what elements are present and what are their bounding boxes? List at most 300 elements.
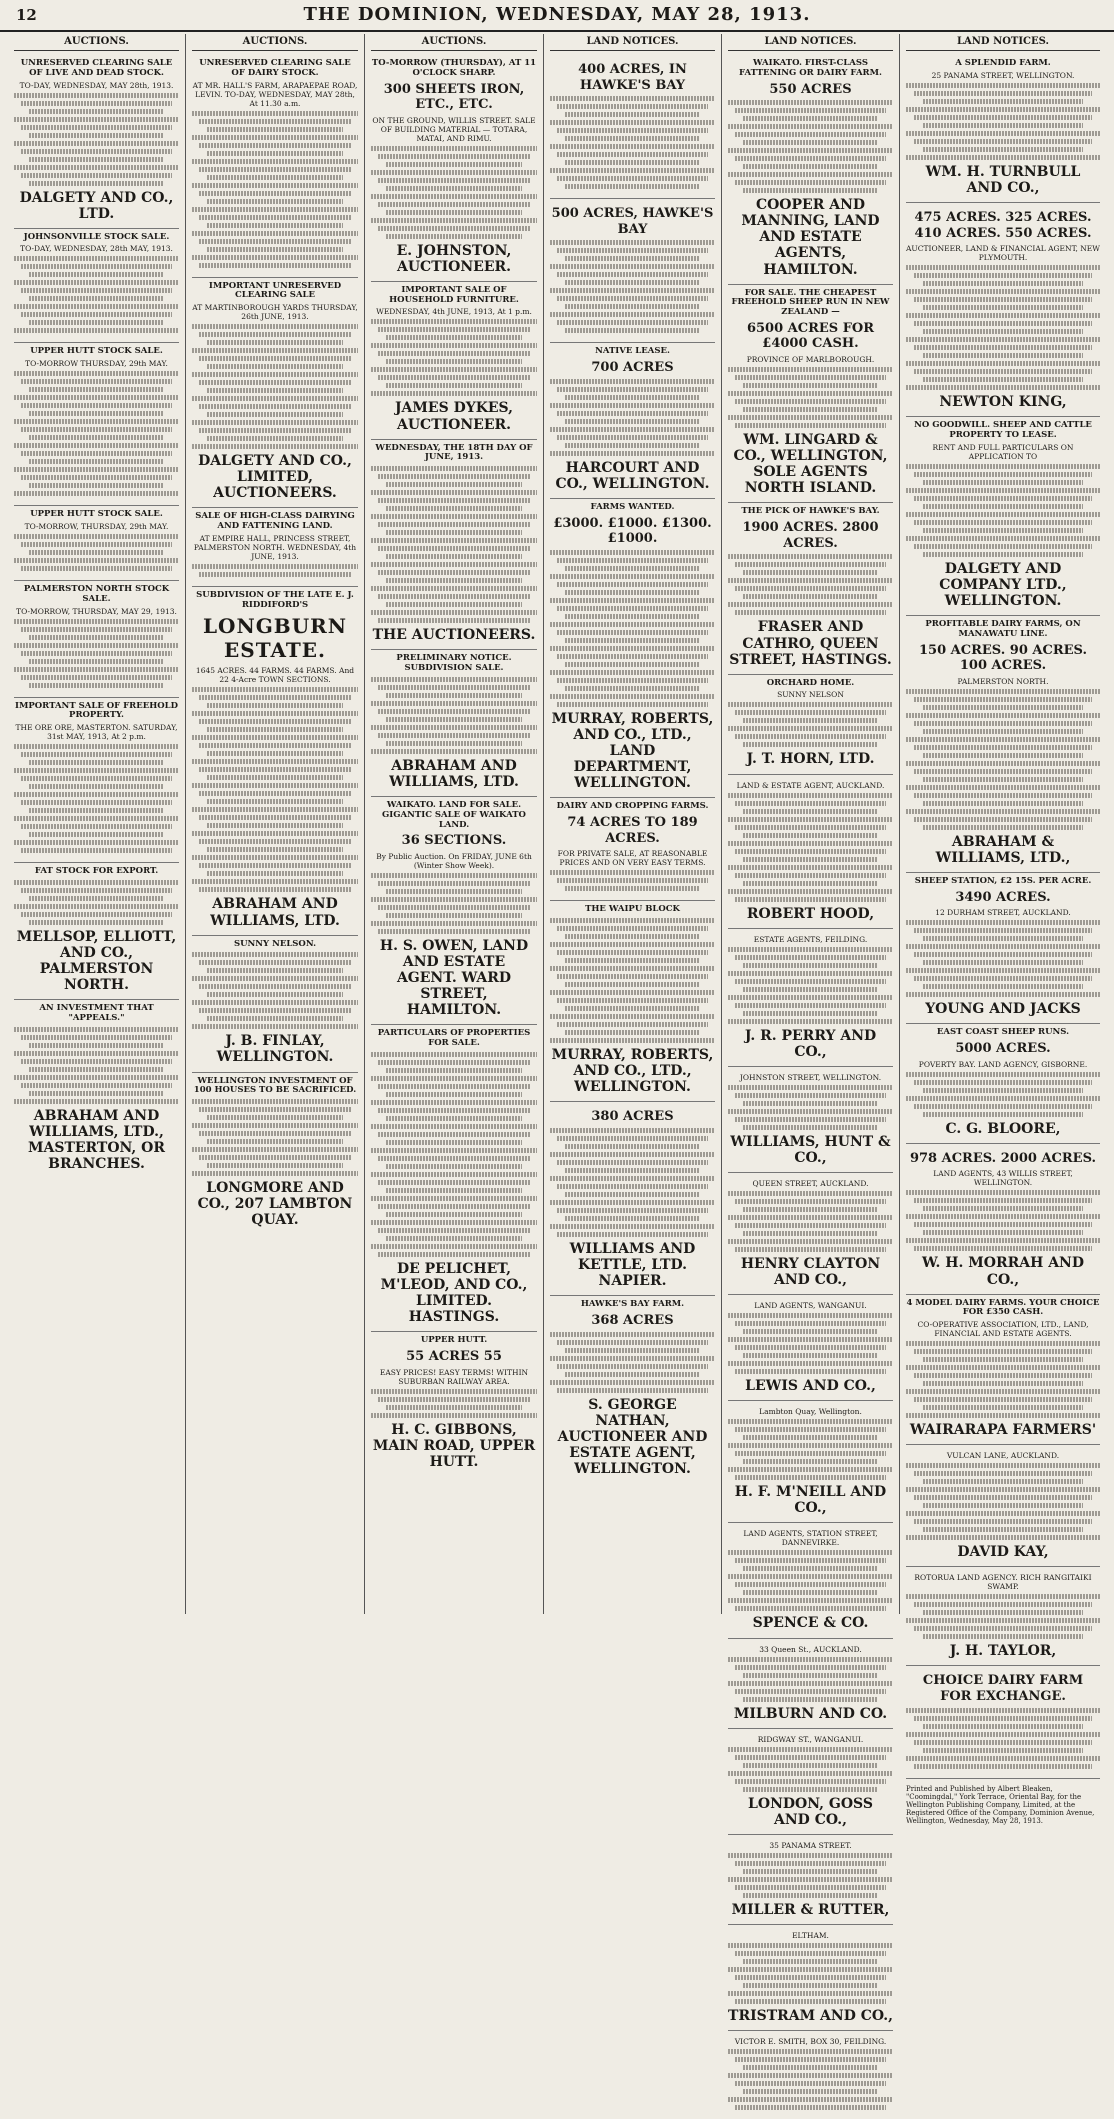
body-text-line [371, 749, 537, 754]
body-text-line [906, 761, 1100, 766]
body-text-line [914, 369, 1092, 374]
ad-display-line: 700 ACRES [591, 360, 674, 376]
ad-subheading: By Public Auction. On FRIDAY, JUNE 6th (Winter Show Week). [376, 851, 532, 870]
body-text-line [378, 178, 531, 183]
body-text-line [371, 319, 537, 324]
body-text-line [199, 984, 352, 989]
body-text-line [923, 1357, 1082, 1362]
ad-agent-name: LONGMORE AND CO., 207 LAMBTON QUAY. [197, 1180, 353, 1229]
body-text-line [906, 713, 1100, 718]
body-text-line [29, 896, 164, 901]
body-text-line [728, 1943, 893, 1948]
body-text-line [914, 1764, 1092, 1769]
body-text-line [378, 1060, 531, 1065]
body-text-line [371, 490, 537, 495]
body-text-line [914, 1080, 1092, 1085]
ad-agent-name: MURRAY, ROBERTS, AND CO., LTD., LAND DEPARTMENT, WELLINGTON. [551, 710, 714, 792]
body-text-line [199, 119, 352, 124]
body-text-line [914, 952, 1092, 957]
body-text-line [550, 379, 715, 384]
body-text-line [550, 168, 715, 173]
body-text-line [550, 144, 715, 149]
advertisement [550, 499, 715, 798]
ad-subheading: PALMERSTON NORTH. [957, 676, 1049, 686]
ad-display-line: 978 ACRES. 2000 ACRES. [909, 1150, 1097, 1166]
body-text-line [728, 1215, 893, 1220]
body-text-line [914, 745, 1092, 750]
body-text-line [914, 928, 1092, 933]
body-text-line [906, 1238, 1100, 1243]
body-text-line [386, 1405, 522, 1410]
body-text-line [728, 1681, 893, 1686]
body-text-line [923, 984, 1082, 989]
body-text-line [914, 697, 1092, 702]
body-text-line [371, 897, 537, 902]
body-text-line [550, 1014, 715, 1019]
ad-agent-name: DAVID KAY, [957, 1544, 1049, 1561]
body-text-line [923, 353, 1082, 358]
body-text-line [923, 147, 1082, 152]
body-text-line [21, 675, 173, 680]
body-text-line [207, 388, 343, 393]
body-text-line [914, 273, 1092, 278]
body-text-line [906, 1096, 1100, 1101]
body-text-line [557, 998, 709, 1003]
body-text-line [906, 1214, 1100, 1219]
body-text-line [199, 356, 352, 361]
body-text-line [735, 1451, 887, 1456]
body-text-line [565, 136, 700, 141]
ad-agent-name: ABRAHAM AND WILLIAMS, LTD. [389, 757, 519, 790]
body-text-line [735, 955, 887, 960]
column-heading: AUCTIONS. [14, 34, 179, 51]
body-text-line [378, 1156, 531, 1161]
body-text-line [735, 1689, 887, 1694]
advertisement [728, 503, 893, 674]
body-text-line [728, 1747, 893, 1752]
body-text-line [550, 288, 715, 293]
body-text-line [371, 725, 537, 730]
body-text-line [21, 427, 173, 432]
body-text-line [21, 475, 173, 480]
body-text-line [550, 694, 715, 699]
body-text-line [199, 1008, 352, 1013]
body-text-line [192, 135, 358, 140]
ad-subheading: 12 DURHAM STREET, AUCKLAND. [935, 908, 1071, 918]
body-text-line [192, 372, 358, 377]
body-text-line [192, 396, 358, 401]
body-text-line [192, 420, 358, 425]
body-text-line [906, 289, 1100, 294]
body-text-line [378, 1084, 531, 1089]
ad-subheading: 25 PANAMA STREET, WELLINGTON. [931, 70, 1075, 80]
ad-heading: SHEEP STATION, £2 15S. PER ACRE. [914, 875, 1092, 886]
ad-display-line: 475 ACRES. 325 ACRES. 410 ACRES. 550 ACRES. [914, 209, 1092, 241]
body-text-line [371, 367, 537, 372]
ad-display-line: CHOICE DAIRY FARM FOR EXCHANGE. [922, 1673, 1084, 1705]
ad-heading: UPPER HUTT STOCK SALE. [30, 509, 163, 520]
ad-agent-name: DALGETY AND CO., LIMITED, AUCTIONEERS. [198, 453, 352, 502]
ad-heading: WAIKATO. LAND FOR SALE. GIGANTIC SALE OF WAIKATO LAND. [382, 799, 526, 830]
body-text-line [906, 337, 1100, 342]
advertisement [728, 775, 893, 929]
body-text-line [386, 1188, 522, 1193]
body-text-line [386, 1212, 522, 1217]
body-text-line [743, 164, 878, 169]
body-text-line [906, 265, 1100, 270]
body-text-line [923, 528, 1082, 533]
body-text-line [557, 320, 709, 325]
body-text-line [906, 385, 1100, 390]
body-text-line [728, 1598, 893, 1603]
body-text-line [192, 207, 358, 212]
body-text-line [557, 630, 709, 635]
body-text-line [29, 832, 164, 837]
advertisement [14, 581, 179, 698]
body-text-line [550, 451, 715, 456]
body-text-line [743, 1893, 878, 1898]
body-text-line [735, 897, 887, 902]
body-text-line [371, 1076, 537, 1081]
body-text-line [14, 619, 179, 624]
ad-heading: TO-MORROW (THURSDAY), AT 11 O'CLOCK SHARP. [371, 58, 537, 78]
body-text-line [728, 391, 893, 396]
newspaper-title: THE DOMINION, WEDNESDAY, MAY 28, 1913. [303, 4, 811, 25]
body-text-line [735, 1558, 887, 1563]
ad-agent-name: E. JOHNSTON, AUCTIONEER. [396, 242, 512, 275]
body-text-line [914, 1198, 1092, 1203]
body-text-line [735, 734, 887, 739]
body-text-line [914, 793, 1092, 798]
body-text-line [923, 1724, 1082, 1729]
ad-subheading: WEDNESDAY, 4th JUNE, 1913, At 1 p.m. [376, 307, 532, 317]
body-text-line [199, 863, 352, 868]
body-text-line [914, 1495, 1092, 1500]
body-text-line [906, 1413, 1100, 1418]
ad-subheading: AUCTIONEER, LAND & FINANCIAL AGENT, NEW PLYMOUTH. [906, 244, 1100, 263]
ad-subheading: LAND AGENTS, 43 WILLIS STREET, WELLINGTON. [933, 1169, 1073, 1188]
body-text-line [14, 1027, 179, 1032]
ad-subheading: CO-OPERATIVE ASSOCIATION, LTD., LAND, FINANCIAL AND ESTATE AGENTS. [917, 1320, 1089, 1339]
body-text-line [743, 1673, 878, 1678]
body-text-line [29, 784, 164, 789]
body-text-line [565, 1216, 700, 1221]
ad-heading: WEDNESDAY, THE 18TH DAY OF JUNE, 1913. [375, 442, 533, 463]
body-text-line [550, 870, 715, 875]
body-text-line [29, 109, 164, 114]
body-text-line [735, 180, 887, 185]
body-text-line [550, 1224, 715, 1229]
body-text-line [192, 783, 358, 788]
advertisement [728, 1173, 893, 1295]
ad-subheading: PROVINCE OF MARLBOROUGH. [746, 355, 875, 365]
body-text-line [557, 926, 709, 931]
body-text-line [914, 1471, 1092, 1476]
body-text-line [557, 248, 709, 253]
body-text-line [728, 1419, 893, 1424]
body-text-line [728, 1967, 893, 1972]
body-text-line [914, 1373, 1092, 1378]
body-text-line [735, 1003, 887, 1008]
body-text-line [557, 387, 709, 392]
body-text-line [21, 542, 173, 547]
body-text-line [386, 889, 522, 894]
body-text-line [743, 987, 878, 992]
body-text-line [728, 1313, 893, 1318]
advertisement [906, 873, 1100, 1024]
body-text-line [914, 1222, 1092, 1227]
body-text-line [565, 112, 700, 117]
ad-subheading: LAND & ESTATE AGENT, AUCKLAND. [736, 780, 885, 790]
body-text-line [906, 1732, 1100, 1737]
body-text-line [14, 491, 179, 496]
body-text-line [199, 719, 352, 724]
body-text-line [199, 215, 352, 220]
ad-display-line: 3490 ACRES. [955, 889, 1051, 905]
body-text-line [728, 415, 893, 420]
ad-subheading: ROTORUA LAND AGENCY. RICH RANGITAIKI SWAMP. [914, 1573, 1092, 1592]
body-text-line [557, 104, 709, 109]
body-text-line [199, 167, 352, 172]
body-text-line [923, 1479, 1082, 1484]
body-text-line [914, 817, 1092, 822]
body-text-line [386, 554, 522, 559]
body-text-line [735, 1117, 887, 1122]
ad-agent-name: J. T. HORN, LTD. [746, 751, 875, 768]
advertisement [550, 343, 715, 499]
body-text-line [14, 768, 179, 773]
body-text-line [21, 627, 173, 632]
body-text-line [906, 944, 1100, 949]
body-text-line [557, 1232, 709, 1237]
body-text-line [906, 1708, 1100, 1713]
body-text-line [743, 1983, 878, 1988]
ad-agent-name: COOPER AND MANNING, LAND AND ESTATE AGENTS, HAMILTON. [741, 197, 880, 278]
body-text-line [923, 960, 1082, 965]
body-text-line [550, 622, 715, 627]
body-text-line [906, 1389, 1100, 1394]
body-text-line [192, 735, 358, 740]
advertisement [728, 1401, 893, 1523]
body-text-line [906, 83, 1100, 88]
body-text-line [371, 562, 537, 567]
body-text-line [743, 742, 878, 747]
body-text-line [199, 887, 352, 892]
body-text-line [906, 920, 1100, 925]
ad-agent-name: YOUNG AND JACKS [925, 1001, 1081, 1018]
body-text-line [735, 1665, 887, 1670]
body-text-line [386, 162, 522, 167]
body-text-line [557, 950, 709, 955]
ad-subheading: ELTHAM. [792, 1930, 829, 1940]
body-text-line [386, 717, 522, 722]
body-text-line [743, 809, 878, 814]
body-text-line [378, 594, 531, 599]
body-text-line [735, 1369, 887, 1374]
body-text-line [743, 1011, 878, 1016]
body-text-line [728, 1191, 893, 1196]
body-text-line [914, 721, 1092, 726]
ad-heading: WELLINGTON INVESTMENT OF 100 HOUSES TO BE SACRIFICED. [193, 1075, 357, 1096]
ad-heading: UNRESERVED CLEARING SALE OF DAIRY STOCK. [199, 58, 351, 78]
body-text-line [550, 918, 715, 923]
ad-subheading: 35 PANAMA STREET. [769, 1840, 852, 1850]
body-text-line [743, 1125, 878, 1130]
ad-subheading: RIDGWAY ST., WANGANUI. [757, 1734, 864, 1744]
column-3 [365, 34, 544, 1614]
ad-agent-name: ABRAHAM AND WILLIAMS, LTD. [210, 896, 340, 929]
body-text-line [371, 218, 537, 223]
body-text-line [906, 1756, 1100, 1761]
body-text-line [192, 324, 358, 329]
body-text-line [14, 904, 179, 909]
body-text-line [923, 1610, 1082, 1615]
body-text-line [565, 1192, 700, 1197]
body-text-line [735, 1975, 887, 1980]
body-text-line [914, 1626, 1092, 1631]
ad-agent-name: JAMES DYKES, AUCTIONEER. [394, 400, 514, 433]
body-text-line [207, 436, 343, 441]
body-text-line [207, 151, 343, 156]
body-text-line [14, 558, 179, 563]
body-text-line [565, 934, 700, 939]
body-text-line [21, 1035, 173, 1040]
body-text-line [14, 667, 179, 672]
body-text-line [21, 566, 173, 571]
body-text-line [207, 1016, 343, 1021]
body-text-line [207, 703, 343, 708]
body-text-line [914, 1104, 1092, 1109]
body-text-line [735, 1606, 887, 1611]
body-text-line [906, 809, 1100, 814]
ad-agent-name: J. H. TAYLOR, [949, 1643, 1057, 1660]
ad-subheading: AT MARTINBOROUGH YARDS THURSDAY, 26th JUNE, 1913. [192, 303, 358, 322]
body-text-line [21, 1083, 173, 1088]
body-text-line [743, 594, 878, 599]
body-text-line [207, 1163, 343, 1168]
body-text-line [371, 1220, 537, 1225]
body-text-line [192, 348, 358, 353]
body-text-line [207, 175, 343, 180]
advertisement [906, 1295, 1100, 1446]
body-text-line [923, 305, 1082, 310]
ad-subheading: EASY PRICES! EASY TERMS! WITHIN SUBURBAN RAILWAY AREA. [379, 1367, 529, 1386]
body-text-line [378, 375, 531, 380]
body-text-line [565, 184, 700, 189]
body-text-line [207, 1115, 343, 1120]
body-text-line [557, 558, 709, 563]
body-text-line [743, 1435, 878, 1440]
body-text-line [906, 1463, 1100, 1468]
body-text-line [378, 351, 531, 356]
body-text-line [371, 1413, 537, 1418]
body-text-line [378, 881, 531, 886]
body-text-line [371, 1148, 537, 1153]
body-text-line [565, 638, 700, 643]
body-text-line [735, 399, 887, 404]
body-text-line [735, 873, 887, 878]
body-text-line [735, 586, 887, 591]
advertisement [371, 1332, 537, 1476]
body-text-line [21, 403, 173, 408]
body-text-line [557, 1136, 709, 1141]
body-text-line [914, 1246, 1092, 1251]
body-text-line [728, 367, 893, 372]
body-text-line [192, 1000, 358, 1005]
body-text-line [14, 117, 179, 122]
body-text-line [728, 100, 893, 105]
body-text-line [550, 240, 715, 245]
body-text-line [557, 1022, 709, 1027]
body-text-line [21, 149, 173, 154]
advertisement [728, 929, 893, 1067]
body-text-line [378, 929, 531, 934]
body-text-line [29, 808, 164, 813]
body-text-line [207, 223, 343, 228]
body-text-line [14, 328, 179, 333]
body-text-line [386, 482, 522, 487]
body-text-line [14, 443, 179, 448]
body-text-line [735, 156, 887, 161]
ad-heading: IMPORTANT SALE OF FREEHOLD PROPERTY. [15, 700, 178, 721]
body-text-line [29, 683, 164, 688]
body-text-line [923, 504, 1082, 509]
body-text-line [199, 743, 352, 748]
body-text-line [565, 958, 700, 963]
body-text-line [557, 974, 709, 979]
body-text-line [728, 578, 893, 583]
body-text-line [923, 1527, 1082, 1532]
body-text-line [735, 1321, 887, 1326]
advertisement [728, 675, 893, 775]
body-text-line [728, 1019, 893, 1024]
body-text-line [207, 127, 343, 132]
body-text-line [557, 411, 709, 416]
column-6 [900, 34, 1106, 1825]
body-text-line [199, 839, 352, 844]
ad-agent-name: C. G. BLOORE, [945, 1120, 1061, 1137]
body-text-line [914, 1397, 1092, 1402]
body-text-line [906, 785, 1100, 790]
body-text-line [21, 651, 173, 656]
ad-subheading: SUNNY NELSON [777, 690, 844, 700]
body-text-line [207, 992, 343, 997]
ad-agent-name: H. C. GIBBONS, MAIN ROAD, UPPER HUTT. [372, 1421, 536, 1470]
body-text-line [565, 419, 700, 424]
body-text-line [735, 1755, 887, 1760]
body-text-line [906, 968, 1100, 973]
body-text-line [914, 91, 1092, 96]
body-text-line [557, 678, 709, 683]
advertisement [906, 55, 1100, 203]
body-text-line [743, 1207, 878, 1212]
body-text-line [14, 534, 179, 539]
body-text-line [550, 1038, 715, 1043]
body-text-line [735, 1345, 887, 1350]
ad-agent-name: ABRAHAM AND WILLIAMS, LTD., MASTERTON, OR BRANCHES. [27, 1107, 166, 1173]
ad-heading: FAT STOCK FOR EXPORT. [34, 866, 159, 877]
body-text-line [192, 759, 358, 764]
advertisement [550, 1102, 715, 1296]
body-text-line [550, 574, 715, 579]
body-text-line [550, 942, 715, 947]
body-text-line [735, 1247, 887, 1252]
ad-display-line: 150 ACRES. 90 ACRES. 100 ACRES. [919, 642, 1087, 674]
ad-agent-name: WILLIAMS, HUNT & CO., [730, 1133, 891, 1166]
body-text-line [378, 1132, 531, 1137]
body-text-line [29, 435, 164, 440]
ad-subheading: VICTOR E. SMITH, BOX 30, FEILDING. [734, 2037, 887, 2047]
